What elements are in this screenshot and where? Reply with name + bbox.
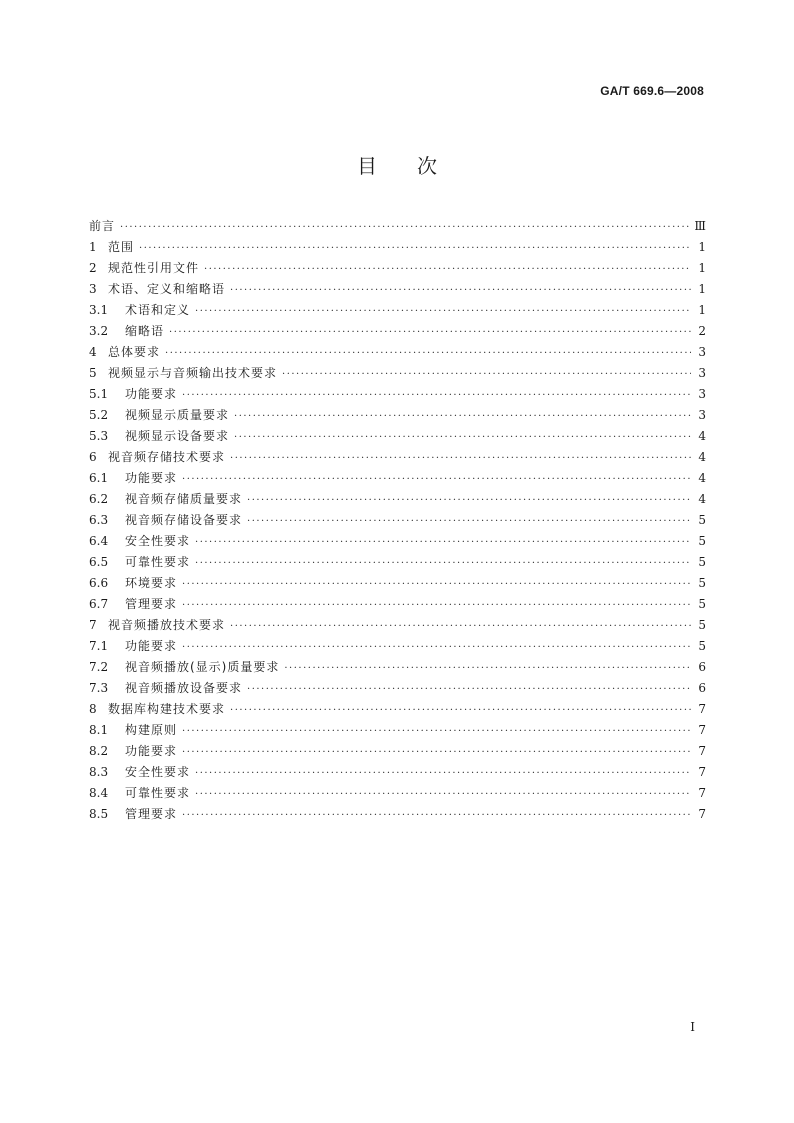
toc-entry[interactable] <box>89 678 706 699</box>
toc-entry-page: 1 <box>698 282 706 296</box>
toc-entry-label: 视音频存储质量要求 <box>125 492 243 506</box>
toc-entry[interactable] <box>89 300 706 321</box>
toc-dot-leader <box>282 364 691 385</box>
toc-entry-number: 8.4 <box>89 786 109 800</box>
toc-dot-leader <box>230 616 691 637</box>
toc-entry-number: 5.1 <box>89 387 109 401</box>
toc-entry[interactable] <box>89 405 706 426</box>
toc-entry[interactable] <box>89 216 706 237</box>
toc-dot-leader <box>247 511 691 532</box>
toc-entry-page: 4 <box>698 492 706 506</box>
toc-dot-leader <box>230 448 691 469</box>
toc-entry-number: 8.5 <box>89 807 109 821</box>
toc-entry-label: 环境要求 <box>125 576 178 590</box>
toc-dot-leader <box>182 595 691 616</box>
toc-entry-number: 7.1 <box>89 639 109 653</box>
toc-entry-page: 3 <box>698 408 706 422</box>
toc-entry-page: 5 <box>698 513 706 527</box>
toc-entry-label: 数据库构建技术要求 <box>108 702 226 716</box>
toc-entry-page: 7 <box>698 786 706 800</box>
toc-dot-leader <box>195 784 691 805</box>
toc-dot-leader <box>195 763 691 784</box>
toc-entry-page: 1 <box>698 240 706 254</box>
toc-entry-page: 2 <box>698 324 706 338</box>
toc-dot-leader <box>139 238 691 259</box>
toc-entry[interactable] <box>89 720 706 741</box>
toc-dot-leader <box>120 217 689 238</box>
toc-entry[interactable] <box>89 321 706 342</box>
toc-entry-label: 视音频存储技术要求 <box>108 450 226 464</box>
toc-entry-page: 6 <box>698 681 706 695</box>
toc-entry[interactable] <box>89 636 706 657</box>
toc-entry-label: 术语和定义 <box>125 303 191 317</box>
toc-entry-number: 5 <box>89 366 97 380</box>
toc-entry-page: 5 <box>698 639 706 653</box>
toc-entry-page: 7 <box>698 765 706 779</box>
toc-entry-label: 管理要求 <box>125 807 178 821</box>
toc-entry-number: 8.3 <box>89 765 109 779</box>
toc-entry-page: 5 <box>698 597 706 611</box>
toc-dot-leader <box>230 280 691 301</box>
toc-entry-page: 1 <box>698 261 706 275</box>
toc-entry-label: 术语、定义和缩略语 <box>108 282 226 296</box>
toc-entry[interactable] <box>89 489 706 510</box>
toc-entry-label: 范围 <box>108 240 135 254</box>
toc-entry-page: Ⅲ <box>694 219 706 233</box>
toc-entry-label: 管理要求 <box>125 597 178 611</box>
toc-entry-label: 视音频播放(显示)质量要求 <box>125 660 280 674</box>
toc-entry-page: 4 <box>698 450 706 464</box>
toc-dot-leader <box>234 427 691 448</box>
toc-entry-number: 6.2 <box>89 492 109 506</box>
toc-entry-label: 功能要求 <box>125 639 178 653</box>
toc-entry-label: 可靠性要求 <box>125 786 191 800</box>
toc-entry-number: 6.7 <box>89 597 109 611</box>
toc-entry[interactable] <box>89 783 706 804</box>
toc-entry-page: 7 <box>698 807 706 821</box>
page-title: 目次 <box>357 154 477 178</box>
toc-entry-page: 3 <box>698 387 706 401</box>
toc-entry-number: 3.1 <box>89 303 109 317</box>
toc-entry-number: 3.2 <box>89 324 109 338</box>
toc-entry-page: 4 <box>698 471 706 485</box>
toc-entry-number: 6.4 <box>89 534 109 548</box>
toc-dot-leader <box>284 658 691 679</box>
toc-entry-label: 视频显示质量要求 <box>125 408 230 422</box>
toc-entry[interactable] <box>89 279 706 300</box>
toc-entry-page: 4 <box>698 429 706 443</box>
toc-entry[interactable] <box>89 573 706 594</box>
toc-entry-number: 6.6 <box>89 576 109 590</box>
toc-entry[interactable] <box>89 342 706 363</box>
toc-entry-number: 7.2 <box>89 660 109 674</box>
toc-entry[interactable] <box>89 468 706 489</box>
toc-dot-leader <box>182 742 691 763</box>
toc-entry-page: 7 <box>698 744 706 758</box>
toc-entry-number: 2 <box>89 261 97 275</box>
toc-dot-leader <box>165 343 691 364</box>
toc-dot-leader <box>247 490 691 511</box>
toc-entry-page: 3 <box>698 345 706 359</box>
toc-entry-label: 功能要求 <box>125 744 178 758</box>
toc-entry-label: 视频显示与音频输出技术要求 <box>108 366 278 380</box>
toc-entry-page: 5 <box>698 555 706 569</box>
table-of-contents <box>89 216 706 825</box>
toc-entry[interactable] <box>89 657 706 678</box>
toc-entry-label: 缩略语 <box>125 324 165 338</box>
toc-dot-leader <box>195 532 691 553</box>
document-code: GA/T 669.6—2008 <box>600 84 704 98</box>
toc-entry[interactable] <box>89 363 706 384</box>
toc-entry-label: 规范性引用文件 <box>108 261 200 275</box>
toc-entry[interactable] <box>89 510 706 531</box>
toc-entry-label: 可靠性要求 <box>125 555 191 569</box>
toc-entry[interactable] <box>89 447 706 468</box>
toc-entry[interactable] <box>89 426 706 447</box>
toc-entry-page: 5 <box>698 618 706 632</box>
toc-entry-page: 3 <box>698 366 706 380</box>
toc-entry-number: 6.3 <box>89 513 109 527</box>
toc-entry-number: 8 <box>89 702 97 716</box>
toc-dot-leader <box>204 259 691 280</box>
toc-entry[interactable] <box>89 804 706 825</box>
toc-entry[interactable] <box>89 237 706 258</box>
toc-entry[interactable] <box>89 762 706 783</box>
toc-entry-page: 6 <box>698 660 706 674</box>
toc-entry-page: 5 <box>698 576 706 590</box>
toc-entry-number: 5.3 <box>89 429 109 443</box>
toc-entry-page: 7 <box>698 702 706 716</box>
toc-dot-leader <box>182 574 691 595</box>
toc-entry-label: 视频显示设备要求 <box>125 429 230 443</box>
toc-entry-number: 6.1 <box>89 471 109 485</box>
toc-dot-leader <box>247 679 691 700</box>
toc-entry-number: 3 <box>89 282 97 296</box>
toc-entry-label: 视音频存储设备要求 <box>125 513 243 527</box>
toc-entry-number: 6.5 <box>89 555 109 569</box>
toc-entry-label: 安全性要求 <box>125 534 191 548</box>
toc-entry-number: 5.2 <box>89 408 109 422</box>
page-number: Ⅰ <box>690 1020 695 1034</box>
toc-entry-number: 4 <box>89 345 97 359</box>
toc-entry[interactable] <box>89 258 706 279</box>
toc-dot-leader <box>195 553 691 574</box>
toc-entry-number: 8.1 <box>89 723 109 737</box>
toc-entry-label: 总体要求 <box>108 345 161 359</box>
toc-entry-page: 1 <box>698 303 706 317</box>
toc-dot-leader <box>182 469 691 490</box>
toc-entry-number: 8.2 <box>89 744 109 758</box>
toc-entry[interactable] <box>89 615 706 636</box>
toc-entry[interactable] <box>89 699 706 720</box>
toc-entry-label: 构建原则 <box>125 723 178 737</box>
toc-entry-label: 安全性要求 <box>125 765 191 779</box>
toc-dot-leader <box>195 301 691 322</box>
toc-entry[interactable] <box>89 594 706 615</box>
toc-entry[interactable] <box>89 741 706 762</box>
toc-entry-label: 视音频播放技术要求 <box>108 618 226 632</box>
toc-entry[interactable] <box>89 552 706 573</box>
toc-entry-label: 前言 <box>89 219 116 233</box>
toc-dot-leader <box>182 805 691 826</box>
toc-dot-leader <box>182 385 691 406</box>
toc-dot-leader <box>182 637 691 658</box>
toc-entry-page: 7 <box>698 723 706 737</box>
toc-dot-leader <box>230 700 691 721</box>
toc-entry-label: 视音频播放设备要求 <box>125 681 243 695</box>
toc-dot-leader <box>182 721 691 742</box>
toc-entry-page: 5 <box>698 534 706 548</box>
toc-entry[interactable] <box>89 384 706 405</box>
toc-entry-number: 1 <box>89 240 97 254</box>
toc-dot-leader <box>169 322 691 343</box>
toc-entry[interactable] <box>89 531 706 552</box>
toc-entry-label: 功能要求 <box>125 471 178 485</box>
toc-entry-number: 7 <box>89 618 97 632</box>
toc-entry-number: 6 <box>89 450 97 464</box>
toc-dot-leader <box>234 406 691 427</box>
toc-entry-label: 功能要求 <box>125 387 178 401</box>
toc-entry-number: 7.3 <box>89 681 109 695</box>
